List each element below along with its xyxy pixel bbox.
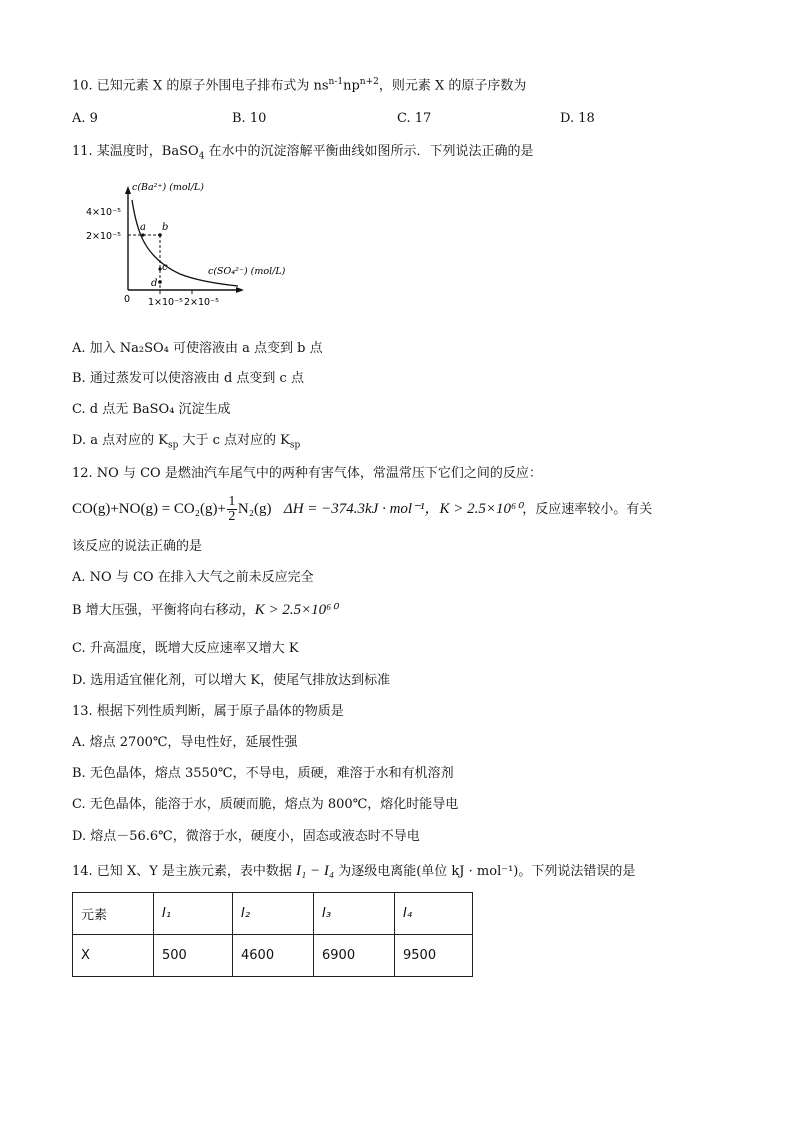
q11-option-a: A. 加入 Na₂SO₄ 可使溶液由 a 点变到 b 点 <box>72 341 323 356</box>
label-d: d <box>151 278 158 289</box>
q13-option-d: D. 熔点－56.6℃，微溶于水，硬度小，固态或液态时不导电 <box>72 829 420 844</box>
q11-option-b: B. 通过蒸发可以使溶液由 d 点变到 c 点 <box>72 371 304 386</box>
q10-option-d: D. 18 <box>560 111 595 126</box>
table-cell: X <box>73 935 154 977</box>
y-axis-label: c(Ba²⁺) (mol/L) <box>132 182 204 193</box>
q10-option-c: C. 17 <box>397 111 432 126</box>
y-tick-4: 4×10⁻⁵ <box>86 207 121 218</box>
point-b <box>158 233 162 237</box>
q12-stem: 12. NO 与 CO 是燃油汽车尾气中的两种有害气体，常温常压下它们之间的反应： <box>72 466 542 481</box>
q13-option-c: C. 无色晶体，能溶于水，质硬而脆，熔点为 800℃，熔化时能导电 <box>72 797 459 812</box>
table-cell: 9500 <box>395 935 473 977</box>
q11-stem: 11. 某温度时，BaSO$_4$ 在水中的沉淀溶解平衡曲线如图所示．下列说法正确的是 <box>72 144 534 162</box>
label-b: b <box>162 222 169 233</box>
table-cell: 6900 <box>314 935 395 977</box>
q10-option-b: B. 10 <box>232 111 267 126</box>
ionization-energy-table <box>72 892 473 977</box>
q12-equation: CO(g)+NO(g) = CO₂(g)+ $\frac{1}{2}$ N₂(g) ΔH = −374.3kJ · mol⁻¹，K > 2.5×10⁶⁰，反应速率较小。有关 <box>72 494 653 524</box>
q12-option-b: B 增大压强，平衡将向右移动，K > 2.5×10⁶⁰ <box>72 602 338 618</box>
q10-stem: 10. 已知元素 X 的原子外围电子排布式为 $ns^{n-1}np^{n+2}$，则元素 X 的原子序数为 <box>72 77 527 94</box>
q13-option-b: B. 无色晶体，熔点 3550℃，不导电，质硬，难溶于水和有机溶剂 <box>72 766 454 781</box>
table-header-cell: 元素 <box>73 893 154 935</box>
label-c: c <box>162 262 168 273</box>
table-header-row <box>73 893 473 935</box>
point-a <box>141 233 144 236</box>
label-a: a <box>140 222 146 233</box>
q12-option-c: C. 升高温度，既增大反应速率又增大 K <box>72 641 299 656</box>
table-cell: 500 <box>154 935 233 977</box>
x-axis-label: c(SO₄²⁻) (mol/L) <box>208 266 286 277</box>
x-axis-arrow <box>236 287 244 293</box>
q12-option-a: A. NO 与 CO 在排入大气之前未反应完全 <box>72 570 314 585</box>
q14-stem: 14. 已知 X、Y 是主族元素，表中数据 I₁ − I₄ 为逐级电离能(单位 kJ · mol⁻¹)。下列说法错误的是 <box>72 863 636 879</box>
table-header-cell: I₁ <box>154 893 233 935</box>
point-d <box>158 280 162 284</box>
fraction: $\frac{1}{2}$ <box>228 494 236 524</box>
solubility-curve-figure <box>80 178 320 313</box>
q11-option-c: C. d 点无 BaSO₄ 沉淀生成 <box>72 402 231 417</box>
table-header-cell: I₄ <box>395 893 473 935</box>
q12-stem-2: 该反应的说法正确的是 <box>72 539 203 554</box>
x-tick-2: 2×10⁻⁵ <box>184 297 219 308</box>
q11-option-d: D. a 点对应的 $K_{sp}$ 大于 c 点对应的 $K_{sp}$ <box>72 433 301 451</box>
x-tick-1: 1×10⁻⁵ <box>148 297 183 308</box>
origin-label: 0 <box>124 294 131 305</box>
q13-option-a: A. 熔点 2700℃，导电性好，延展性强 <box>72 735 298 750</box>
y-tick-2: 2×10⁻⁵ <box>86 231 121 242</box>
y-axis-arrow <box>125 186 131 194</box>
table-cell: 4600 <box>233 935 314 977</box>
table-header-cell: I₂ <box>233 893 314 935</box>
table-header-cell: I₃ <box>314 893 395 935</box>
q13-stem: 13. 根据下列性质判断，属于原子晶体的物质是 <box>72 704 344 719</box>
q10-option-a: A. 9 <box>72 111 98 126</box>
q12-option-d: D. 选用适宜催化剂，可以增大 K，使尾气排放达到标准 <box>72 673 391 688</box>
table-row <box>73 935 473 977</box>
